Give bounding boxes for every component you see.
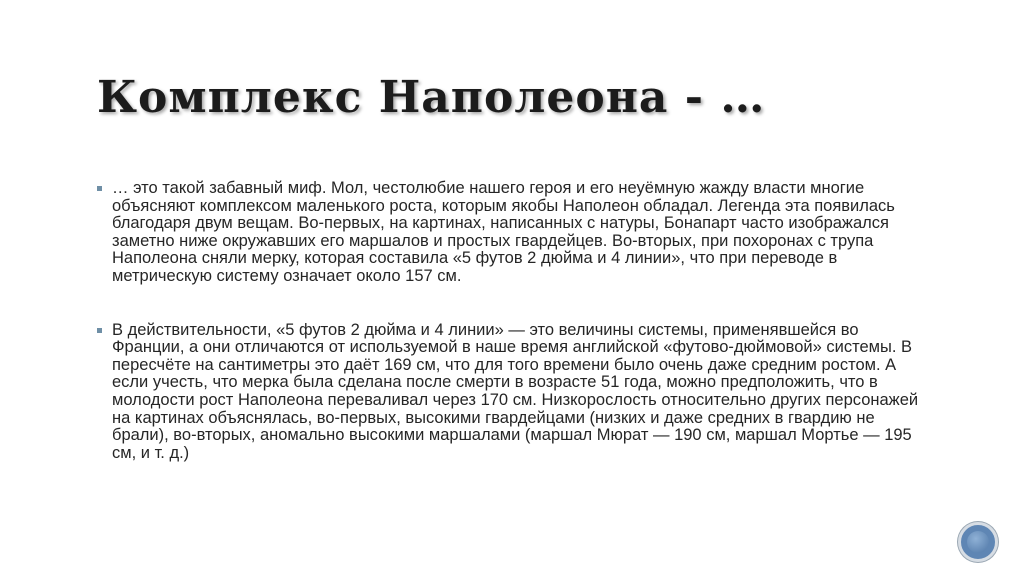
logo-inner-icon bbox=[967, 531, 989, 553]
bullet-text: … это такой забавный миф. Мол, честолюбие нашего героя и его неуёмную жажду власти многие объясняют комплексом маленького роста, которым якобы Наполеон обладал. Легенда эта появилась благодаря двум вещам. Во-первых, на картинах, написанных с натуры, Бонапарт часто изображался заметно ниже окружавших его маршалов и простых гвардейцев. Во-вторых, при похоронах с трупа Наполеона сняли мерку, которая составила «5 футов 2 дюйма и 4 линии», что при переводе в метрическую систему означает около 157 см. bbox=[112, 179, 895, 285]
circle-logo-icon bbox=[958, 522, 998, 562]
bullet-square-icon bbox=[97, 328, 102, 333]
bullet-list bbox=[96, 180, 926, 462]
bullet-square-icon bbox=[97, 186, 102, 191]
bullet-item bbox=[96, 180, 926, 286]
bullet-item bbox=[96, 322, 926, 463]
bullet-text: В действительности, «5 футов 2 дюйма и 4 линии» — это величины системы, применявшейся во Франции, а они отличаются от используемой в наше время английской «футово-дюймовой» системы. В пересчёте на сантиметры это даёт 169 см, что для того времени было очень даже средним ростом. А если учесть, что мерка была сделана после смерти в возрасте 51 года, можно предположить, что в молодости рост Наполеона переваливал через 170 см. Низкорослость относительно других персонажей на картинах объяснялась, во-первых, высокими гвардейцами (низких и даже средних в гвардию не брали), во-вторых, аномально высокими маршалами (маршал Мюрат — 190 см, маршал Мортье — 195 см, и т. д.) bbox=[112, 320, 919, 462]
slide-title: Комплекс Наполеона - … bbox=[97, 72, 766, 123]
